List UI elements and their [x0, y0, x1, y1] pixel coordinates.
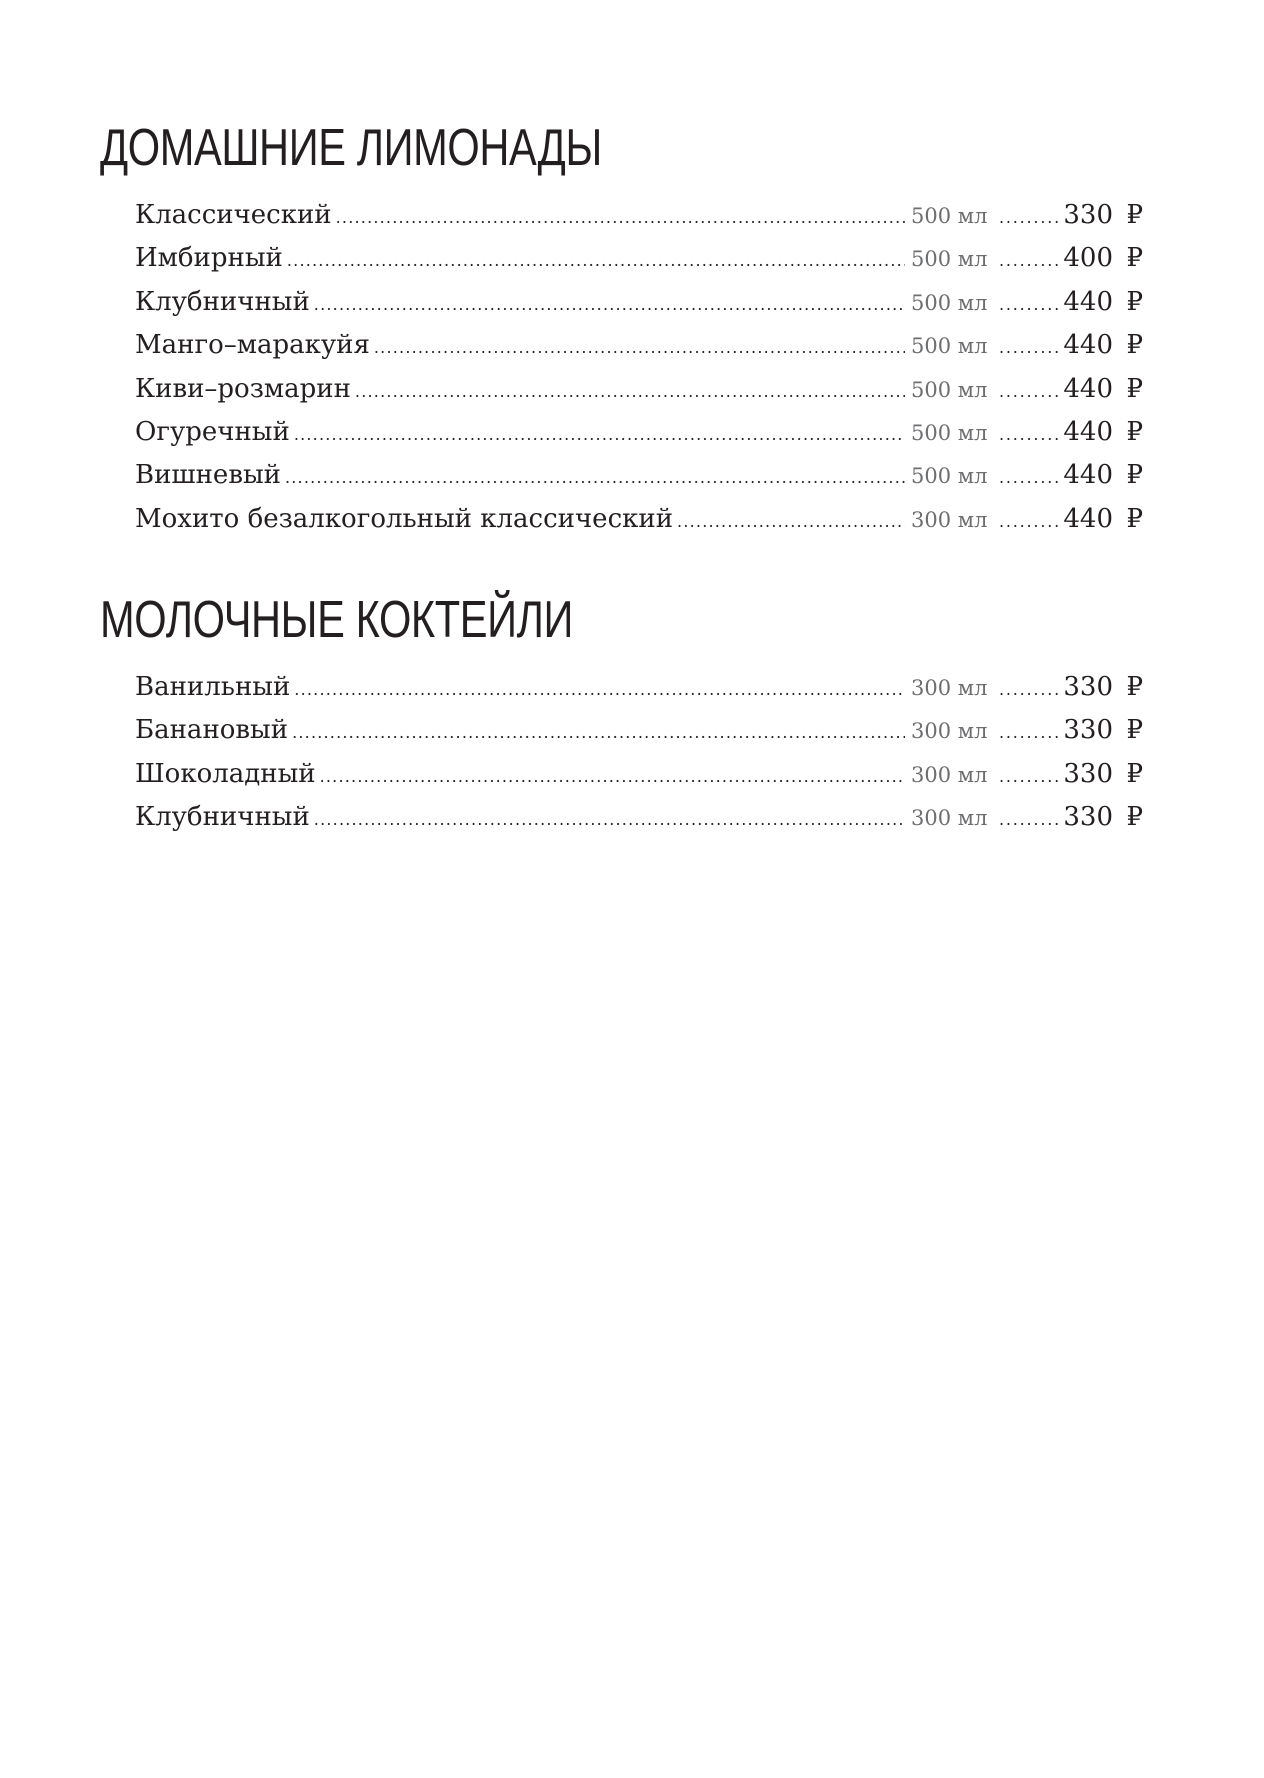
dot-leader	[999, 329, 1061, 367]
ruble-sign: ₽	[1126, 200, 1143, 230]
dot-leader	[677, 503, 905, 541]
item-price: 330	[1063, 715, 1113, 746]
dot-leader	[999, 758, 1061, 796]
menu-item	[135, 326, 1143, 369]
item-volume: 500 мл	[911, 247, 988, 272]
ruble-sign: ₽	[1126, 672, 1143, 702]
item-volume: 500 мл	[911, 334, 988, 359]
ruble-sign: ₽	[1126, 758, 1143, 789]
menu-item	[135, 239, 1143, 282]
menu-item	[135, 370, 1143, 413]
item-price: 330	[1063, 672, 1113, 702]
item-volume: 300 мл	[911, 806, 988, 831]
item-volume: 300 мл	[911, 676, 988, 700]
ruble-sign: ₽	[1126, 503, 1143, 534]
dot-leader	[999, 286, 1061, 324]
item-price: 440	[1063, 286, 1113, 317]
menu-list-milkshakes	[135, 668, 1143, 842]
item-price: 440	[1063, 503, 1113, 534]
item-price: 330	[1063, 200, 1113, 230]
menu-item	[135, 668, 1143, 711]
menu-item	[135, 456, 1143, 499]
menu-list-lemonades	[135, 196, 1143, 543]
dot-leader	[999, 714, 1061, 752]
menu-item	[135, 283, 1143, 326]
ruble-sign: ₽	[1126, 373, 1143, 404]
item-name: Шоколадный	[135, 758, 316, 789]
item-price: 330	[1063, 802, 1113, 833]
item-name: Огуречный	[135, 416, 290, 447]
item-volume: 500 мл	[911, 204, 988, 228]
item-name: Мохито безалкогольный классический	[135, 503, 674, 534]
dot-leader	[999, 199, 1061, 237]
dot-leader	[999, 459, 1061, 497]
item-name: Клубничный	[135, 802, 310, 833]
item-price: 440	[1063, 460, 1113, 491]
ruble-sign: ₽	[1126, 460, 1143, 491]
section-title-lemonades: ДОМАШНИЕ ЛИМОНАДЫ	[100, 119, 602, 177]
dot-leader	[285, 459, 905, 497]
dot-leader	[355, 373, 905, 411]
item-name: Клубничный	[135, 286, 310, 317]
dot-leader	[320, 758, 905, 796]
item-price: 440	[1063, 330, 1113, 361]
dot-leader	[999, 671, 1061, 709]
dot-leader	[999, 801, 1061, 839]
item-price: 330	[1063, 758, 1113, 789]
ruble-sign: ₽	[1126, 416, 1143, 447]
dot-leader	[374, 329, 905, 367]
dot-leader	[314, 801, 905, 839]
item-volume: 500 мл	[911, 377, 988, 402]
dot-leader	[999, 416, 1061, 454]
item-name: Имбирный	[135, 243, 283, 274]
dot-leader	[294, 671, 905, 709]
dot-leader	[294, 416, 905, 454]
dot-leader	[314, 286, 905, 324]
item-volume: 300 мл	[911, 719, 988, 744]
item-name: Классический	[135, 200, 332, 230]
item-name: Вишневый	[135, 460, 281, 491]
item-name: Манго–маракуйя	[135, 330, 370, 361]
item-price: 440	[1063, 373, 1113, 404]
ruble-sign: ₽	[1126, 802, 1143, 833]
item-volume: 500 мл	[911, 420, 988, 445]
ruble-sign: ₽	[1126, 330, 1143, 361]
ruble-sign: ₽	[1126, 715, 1143, 746]
item-volume: 300 мл	[911, 507, 988, 532]
item-name: Киви–розмарин	[135, 373, 351, 404]
item-name: Банановый	[135, 715, 289, 746]
menu-item	[135, 413, 1143, 456]
menu-item	[135, 798, 1143, 841]
dot-leader	[999, 373, 1061, 411]
menu-item	[135, 500, 1143, 543]
dot-leader	[292, 714, 905, 752]
item-name: Ванильный	[135, 672, 291, 702]
dot-leader	[336, 199, 905, 237]
menu-item	[135, 196, 1143, 239]
dot-leader	[999, 503, 1061, 541]
menu-item	[135, 711, 1143, 754]
item-volume: 500 мл	[911, 464, 988, 489]
item-price: 400	[1063, 243, 1113, 274]
ruble-sign: ₽	[1126, 286, 1143, 317]
dot-leader	[287, 242, 905, 280]
item-price: 440	[1063, 416, 1113, 447]
ruble-sign: ₽	[1126, 243, 1143, 274]
menu-item	[135, 755, 1143, 798]
section-title-milkshakes: МОЛОЧНЫЕ КОКТЕЙЛИ	[100, 591, 574, 649]
dot-leader	[999, 242, 1061, 280]
item-volume: 300 мл	[911, 762, 988, 787]
item-volume: 500 мл	[911, 290, 988, 315]
